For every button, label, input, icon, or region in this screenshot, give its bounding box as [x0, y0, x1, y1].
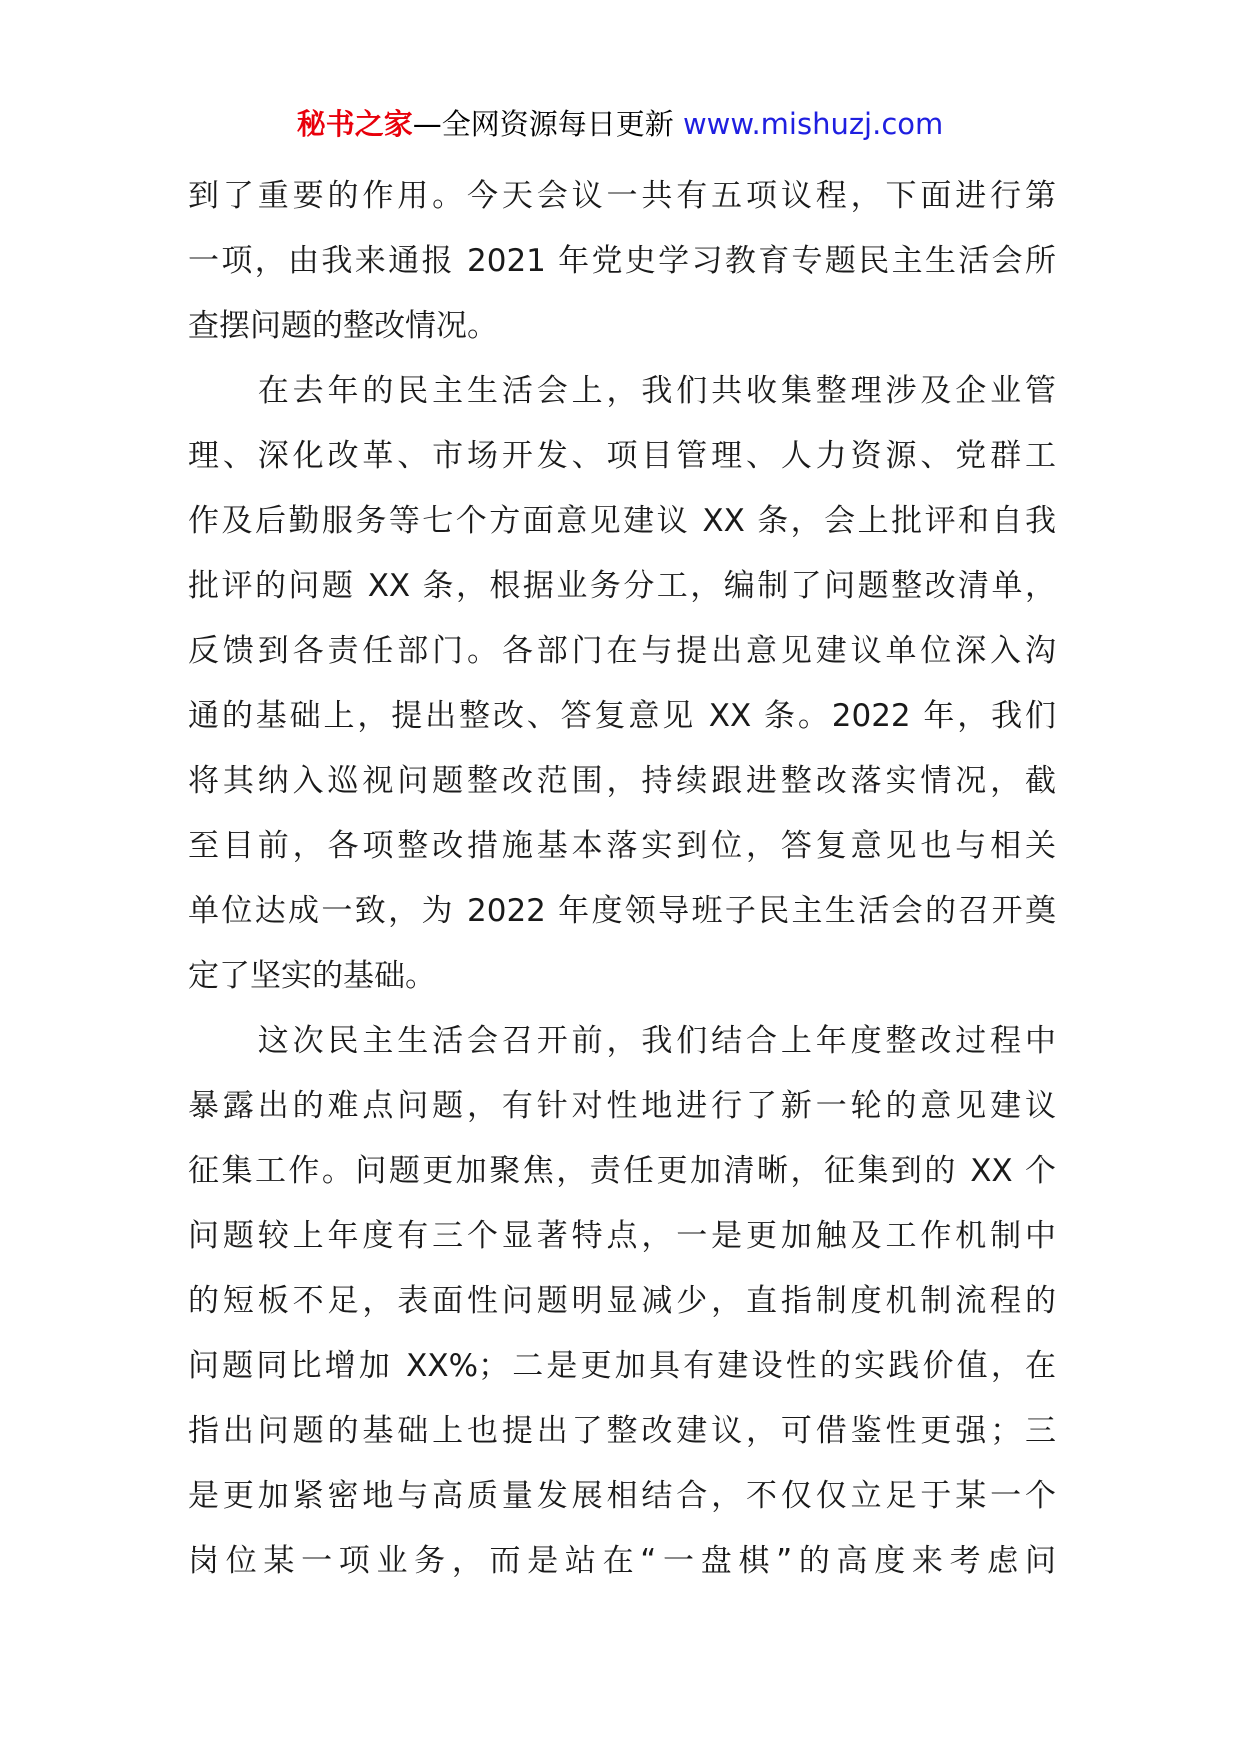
- text-line: 单位达成一致，为 2022 年度领导班子民主生活会的召开奠: [188, 893, 1056, 929]
- text-line: 定了坚实的基础。: [188, 958, 436, 994]
- text-line: 暴露出的难点问题，有针对性地进行了新一轮的意见建议: [188, 1088, 1056, 1124]
- site-brand: 秘书之家: [296, 107, 413, 141]
- text-line: 到了重要的作用。今天会议一共有五项议程，下面进行第: [188, 178, 1056, 214]
- paragraph: [188, 164, 1056, 359]
- paragraph: [188, 1009, 1056, 1594]
- text-line: 岗位某一项业务，而是站在“一盘棋”的高度来考虑问: [188, 1543, 1056, 1579]
- text-line: 指出问题的基础上也提出了整改建议，可借鉴性更强；三: [188, 1413, 1056, 1449]
- site-slogan: —全网资源每日更新: [412, 107, 683, 141]
- site-url-link[interactable]: www.mishuzj.com: [682, 107, 944, 141]
- text-line: 批评的问题 XX 条，根据业务分工，编制了问题整改清单，: [188, 568, 1056, 604]
- text-line: 的短板不足，表面性问题明显减少，直指制度机制流程的: [188, 1283, 1056, 1319]
- paragraph: [188, 359, 1056, 1009]
- text-line: 通的基础上，提出整改、答复意见 XX 条。2022 年，我们: [188, 698, 1056, 734]
- text-line: 将其纳入巡视问题整改范围，持续跟进整改落实情况，截: [188, 763, 1056, 799]
- text-line: 至目前，各项整改措施基本落实到位，答复意见也与相关: [188, 828, 1056, 864]
- text-line: 理、深化改革、市场开发、项目管理、人力资源、党群工: [188, 438, 1056, 474]
- text-line: 作及后勤服务等七个方面意见建议 XX 条，会上批评和自我: [188, 503, 1056, 539]
- text-line: 是更加紧密地与高质量发展相结合，不仅仅立足于某一个: [188, 1478, 1056, 1514]
- text-line: 问题较上年度有三个显著特点，一是更加触及工作机制中: [188, 1218, 1056, 1254]
- text-line: 查摆问题的整改情况。: [188, 308, 498, 344]
- site-header: [0, 104, 1240, 144]
- text-line: 这次民主生活会召开前，我们结合上年度整改过程中: [188, 1023, 1056, 1059]
- text-line: 征集工作。问题更加聚焦，责任更加清晰，征集到的 XX 个: [188, 1153, 1056, 1189]
- text-line: 在去年的民主生活会上，我们共收集整理涉及企业管: [188, 373, 1056, 409]
- document-body: [188, 164, 1056, 1594]
- text-line: 问题同比增加 XX%；二是更加具有建设性的实践价值，在: [188, 1348, 1056, 1384]
- text-line: 一项，由我来通报 2021 年党史学习教育专题民主生活会所: [188, 243, 1056, 279]
- text-line: 反馈到各责任部门。各部门在与提出意见建议单位深入沟: [188, 633, 1056, 669]
